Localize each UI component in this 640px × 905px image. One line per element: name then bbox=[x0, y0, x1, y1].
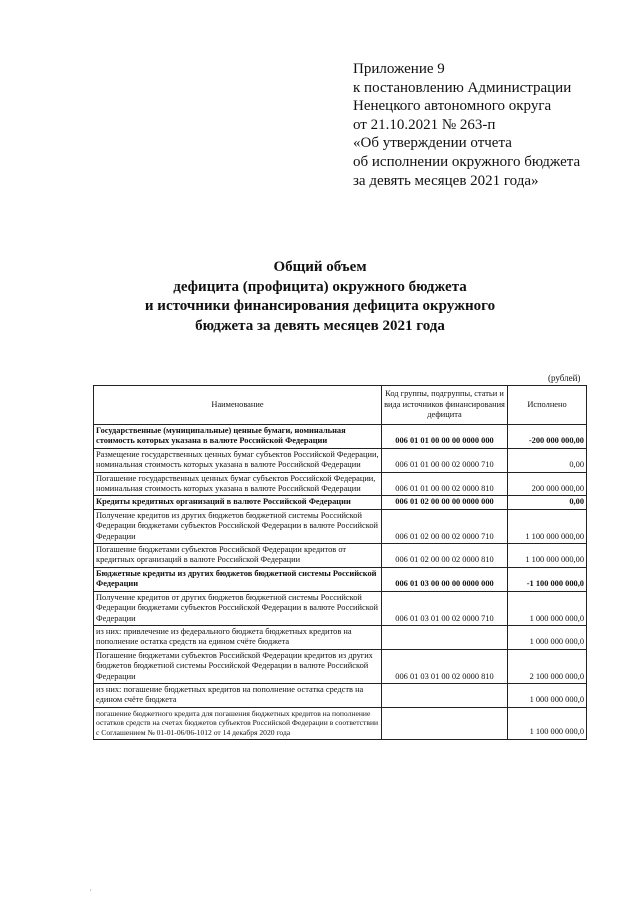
row-name-cell: Размещение государственных ценных бумаг субъектов Российской Федерации, номинальная стоимость которых указана в валюте Российской Федерации bbox=[94, 448, 382, 472]
row-value-cell: 1 000 000 000,0 bbox=[508, 591, 587, 625]
row-value-cell: 1 000 000 000,0 bbox=[508, 625, 587, 649]
table-row bbox=[94, 472, 587, 496]
table-row bbox=[94, 567, 587, 591]
units-label: (рублей) bbox=[548, 373, 581, 383]
row-code-cell bbox=[382, 683, 508, 707]
row-value-cell: -200 000 000,00 bbox=[508, 425, 587, 449]
table-header-row bbox=[94, 386, 587, 425]
table-row bbox=[94, 707, 587, 739]
table-row bbox=[94, 509, 587, 543]
row-name-cell: Получение кредитов из других бюджетов бюджетной системы Российской Федерации бюджетами субъектов Российской Федерации в валюте Российской Федерации bbox=[94, 509, 382, 543]
row-code-cell: 006 01 03 00 00 00 0000 000 bbox=[382, 567, 508, 591]
row-code-cell: 006 01 01 00 00 02 0000 810 bbox=[382, 472, 508, 496]
row-value-cell: -1 100 000 000,0 bbox=[508, 567, 587, 591]
title-line: дефицита (профицита) окружного бюджета bbox=[173, 278, 467, 295]
appendix-block bbox=[353, 60, 580, 190]
table-row bbox=[94, 625, 587, 649]
row-name-cell: из них: привлечение из федерального бюджета бюджетных кредитов на пополнение остатка средств на едином счёте бюджета bbox=[94, 625, 382, 649]
appendix-line: от 21.10.2021 № 263-п bbox=[353, 116, 496, 133]
table-row bbox=[94, 448, 587, 472]
row-value-cell: 2 100 000 000,0 bbox=[508, 649, 587, 683]
appendix-line: к постановлению Администрации bbox=[353, 79, 572, 96]
row-code-cell: 006 01 03 01 00 02 0000 710 bbox=[382, 591, 508, 625]
row-code-cell: 006 01 02 00 00 00 0000 000 bbox=[382, 496, 508, 509]
row-name-cell: Получение кредитов от других бюджетов бюджетной системы Российской Федерации бюджетами субъектов Российской Федерации в валюте Российской Федерации bbox=[94, 591, 382, 625]
title-line: бюджета за девять месяцев 2021 года bbox=[195, 317, 445, 334]
row-value-cell: 0,00 bbox=[508, 448, 587, 472]
header-value: Исполнено bbox=[508, 386, 587, 425]
table-row bbox=[94, 683, 587, 707]
title-line: Общий объем bbox=[273, 259, 367, 275]
row-value-cell: 0,00 bbox=[508, 496, 587, 509]
row-code-cell: 006 01 02 00 00 02 0000 710 bbox=[382, 509, 508, 543]
table-row bbox=[94, 496, 587, 509]
appendix-line: Ненецкого автономного округа bbox=[353, 98, 552, 115]
row-value-cell: 1 000 000 000,0 bbox=[508, 683, 587, 707]
row-name-cell: Погашение бюджетами субъектов Российской Федерации кредитов из других бюджетов бюджетной системы Российской Федерации в валюте Российской Федерации bbox=[94, 649, 382, 683]
row-name-cell: Погашение государственных ценных бумаг субъектов Российской Федерации, номинальная стоимость которых указана в валюте Российской Федерации bbox=[94, 472, 382, 496]
row-value-cell: 1 100 000 000,00 bbox=[508, 544, 587, 568]
row-value-cell: 1 100 000 000,00 bbox=[508, 509, 587, 543]
row-name-cell: Кредиты кредитных организаций в валюте Российской Федерации bbox=[94, 496, 382, 509]
financing-table bbox=[93, 385, 587, 740]
row-name-cell: Бюджетные кредиты из других бюджетов бюджетной системы Российской Федерации bbox=[94, 567, 382, 591]
table-row bbox=[94, 544, 587, 568]
row-code-cell: 006 01 01 00 00 02 0000 710 bbox=[382, 448, 508, 472]
appendix-line: об исполнении окружного бюджета bbox=[353, 153, 581, 170]
row-name-cell: Погашение бюджетами субъектов Российской Федерации кредитов от кредитных организаций в валюте Российской Федерации bbox=[94, 544, 382, 568]
header-name: Наименование bbox=[94, 386, 382, 425]
row-code-cell bbox=[382, 707, 508, 739]
appendix-line: Приложение 9 bbox=[353, 61, 445, 77]
row-value-cell: 200 000 000,00 bbox=[508, 472, 587, 496]
appendix-line: за девять месяцев 2021 года» bbox=[353, 172, 539, 189]
row-code-cell bbox=[382, 625, 508, 649]
table-row bbox=[94, 649, 587, 683]
document-title bbox=[0, 258, 640, 336]
row-code-cell: 006 01 03 01 00 02 0000 810 bbox=[382, 649, 508, 683]
page-mark: , bbox=[90, 886, 92, 892]
table-row bbox=[94, 425, 587, 449]
title-line: и источники финансирования дефицита окружного bbox=[144, 298, 496, 314]
table-row bbox=[94, 591, 587, 625]
row-code-cell: 006 01 02 00 00 02 0000 810 bbox=[382, 544, 508, 568]
appendix-line: «Об утверждении отчета bbox=[353, 135, 512, 152]
row-name-cell: Государственные (муниципальные) ценные бумаги, номинальная стоимость которых указана в валюте Российской Федерации bbox=[94, 425, 382, 449]
header-code: Код группы, подгруппы, статьи и вида источников финансирования дефицита bbox=[382, 386, 508, 425]
row-name-cell: из них: погашение бюджетных кредитов на пополнение остатка средств на едином счёте бюджета bbox=[94, 683, 382, 707]
row-code-cell: 006 01 01 00 00 00 0000 000 bbox=[382, 425, 508, 449]
row-name-cell: погашение бюджетного кредита для погашения бюджетных кредитов на пополнение остатков средств на счетах бюджетов субъектов Российской Федерации в соответствии с Соглашением № 01-01-06/06-1012 от 14 декабря 2020 года bbox=[94, 707, 382, 739]
row-value-cell: 1 100 000 000,0 bbox=[508, 707, 587, 739]
